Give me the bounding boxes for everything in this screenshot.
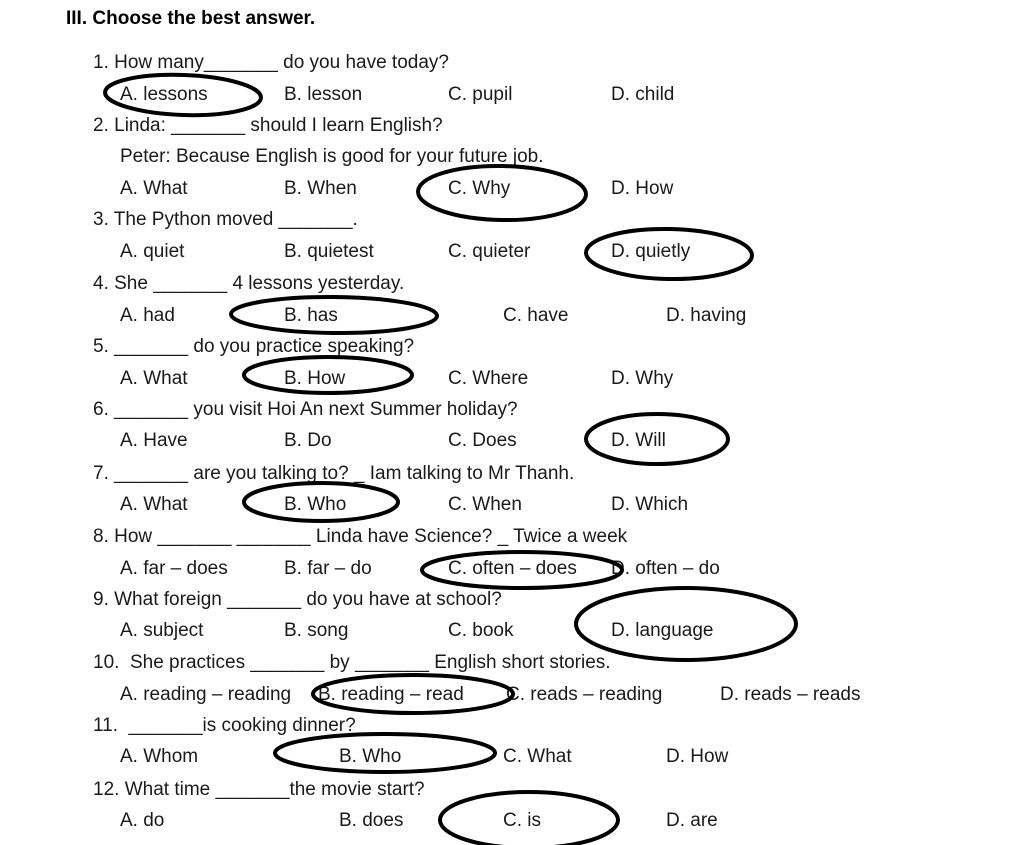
- question-7-stem: 7. _______ are you talking to? _ Iam talking to Mr Thanh.: [93, 463, 575, 484]
- question-12-stem: 12. What time _______the movie start?: [93, 779, 425, 800]
- question-6-stem: 6. _______ you visit Hoi An next Summer holiday?: [93, 399, 518, 420]
- question-1-stem: 1. How many_______ do you have today?: [93, 52, 449, 73]
- question-10-option-d: D. reads – reads: [720, 684, 861, 705]
- question-3-option-d: D. quietly: [611, 241, 691, 262]
- question-6-option-b: B. Do: [284, 430, 332, 451]
- question-3-option-a: A. quiet: [120, 241, 185, 262]
- question-8-option-c: C. often – does: [448, 558, 577, 579]
- question-6-option-c: C. Does: [448, 430, 517, 451]
- question-1-option-d: D. child: [611, 84, 675, 105]
- question-9-option-b: B. song: [284, 620, 349, 641]
- question-5-stem: 5. _______ do you practice speaking?: [93, 336, 415, 357]
- question-7-option-c: C. When: [448, 494, 522, 515]
- question-8-option-b: B. far – do: [284, 558, 372, 579]
- question-3-stem: 3. The Python moved _______.: [93, 209, 358, 230]
- question-10-option-c: C. reads – reading: [506, 684, 663, 705]
- question-12-option-b: B. does: [339, 810, 404, 831]
- question-6-option-a: A. Have: [120, 430, 188, 451]
- question-3-option-c: C. quieter: [448, 241, 531, 262]
- question-9-option-d: D. language: [611, 620, 714, 641]
- question-5-option-c: C. Where: [448, 368, 529, 389]
- question-4-stem: 4. She _______ 4 lessons yesterday.: [93, 273, 405, 294]
- question-12-option-d: D. are: [666, 810, 718, 831]
- question-4-option-c: C. have: [503, 305, 569, 326]
- question-2-option-c: C. Why: [448, 178, 511, 199]
- question-9-option-c: C. book: [448, 620, 514, 641]
- question-1-option-c: C. pupil: [448, 84, 513, 105]
- question-6-option-d: D. Will: [611, 430, 666, 451]
- question-5-option-d: D. Why: [611, 368, 674, 389]
- question-2-option-a: A. What: [120, 178, 188, 199]
- section-title: III. Choose the best answer.: [66, 8, 316, 29]
- question-10-stem: 10. She practices _______ by _______ English short stories.: [93, 652, 611, 673]
- question-5-option-a: A. What: [120, 368, 188, 389]
- question-8-stem: 8. How _______ _______ Linda have Science? _ Twice a week: [93, 526, 628, 547]
- question-11-stem: 11. _______is cooking dinner?: [93, 715, 356, 736]
- question-1-option-b: B. lesson: [284, 84, 363, 105]
- question-2-option-b: B. When: [284, 178, 357, 199]
- question-12-option-c: C. is: [503, 810, 541, 831]
- question-9-stem: 9. What foreign _______ do you have at school?: [93, 589, 502, 610]
- question-2-stem-line-2: Peter: Because English is good for your future job.: [120, 146, 544, 167]
- question-8-option-a: A. far – does: [120, 558, 228, 579]
- question-7-option-a: A. What: [120, 494, 188, 515]
- question-11-option-a: A. Whom: [120, 746, 199, 767]
- question-3-option-b: B. quietest: [284, 241, 374, 262]
- question-10-option-a: A. reading – reading: [120, 684, 292, 705]
- question-11-option-b: B. Who: [339, 746, 402, 767]
- question-4-option-a: A. had: [120, 305, 175, 326]
- question-4-option-b: B. has: [284, 305, 338, 326]
- question-2-stem: 2. Linda: _______ should I learn English?: [93, 115, 443, 136]
- question-10-option-b: B. reading – read: [318, 684, 464, 705]
- question-7-option-b: B. Who: [284, 494, 347, 515]
- question-5-option-b: B. How: [284, 368, 346, 389]
- question-11-option-d: D. How: [666, 746, 729, 767]
- question-4-option-d: D. having: [666, 305, 747, 326]
- question-7-option-d: D. Which: [611, 494, 689, 515]
- question-12-option-a: A. do: [120, 810, 165, 831]
- question-9-option-a: A. subject: [120, 620, 204, 641]
- question-2-option-d: D. How: [611, 178, 674, 199]
- question-8-option-d: D. often – do: [611, 558, 720, 579]
- question-11-option-c: C. What: [503, 746, 572, 767]
- question-1-option-a: A. lessons: [120, 84, 208, 105]
